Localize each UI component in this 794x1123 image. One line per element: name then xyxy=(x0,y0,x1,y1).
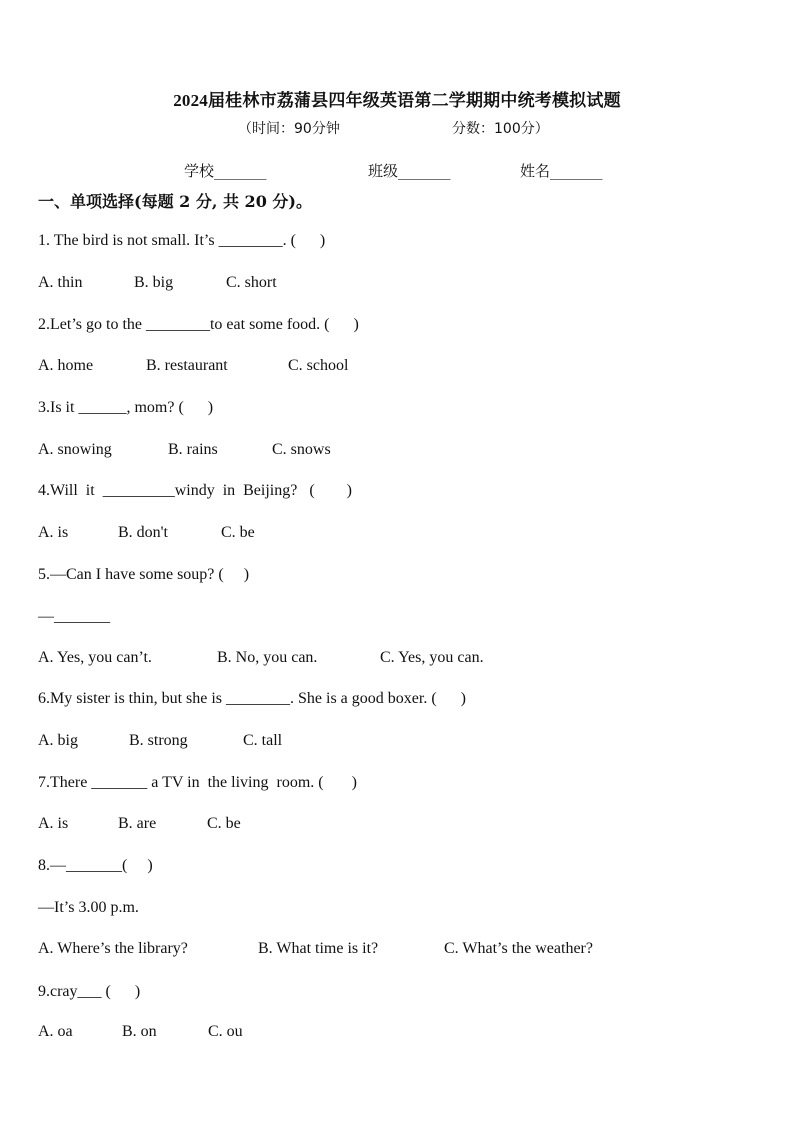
question-2: 2.Let’s go to the ________to eat some food. ( ) xyxy=(38,316,359,333)
school-field: 学校_______ xyxy=(184,162,267,180)
name-field: 姓名_______ xyxy=(520,162,603,180)
class-field: 班级_______ xyxy=(368,162,451,180)
q6-option-c: C. tall xyxy=(243,732,283,749)
question-3: 3.Is it ______, mom? ( ) xyxy=(38,399,214,416)
question-8: 8.—_______( ) xyxy=(38,857,153,874)
q5-option-b: B. No, you can. xyxy=(217,649,318,666)
question-5: 5.—Can I have some soup? ( ) xyxy=(38,566,250,583)
question-6: 6.My sister is thin, but she is ________. She is a good boxer. ( ) xyxy=(38,690,466,707)
page-title: 2024届桂林市荔蒲县四年级英语第二学期期中统考模拟试题 xyxy=(173,91,621,110)
question-4: 4.Will it _________windy in Beijing? ( ) xyxy=(38,482,352,499)
q1-option-a: A. thin xyxy=(38,274,83,291)
q5-answer-line: —_______ xyxy=(38,608,110,625)
total-score: 分数：100分） xyxy=(452,121,549,137)
q6-option-b: B. strong xyxy=(129,732,188,749)
q2-option-b: B. restaurant xyxy=(146,357,228,374)
q3-option-a: A. snowing xyxy=(38,441,112,458)
q1-option-b: B. big xyxy=(134,274,174,291)
q9-option-a: A. oa xyxy=(38,1023,73,1040)
q8-option-c: C. What’s the weather? xyxy=(444,940,593,957)
q7-option-a: A. is xyxy=(38,815,69,832)
question-1: 1. The bird is not small. It’s ________. ( ) xyxy=(38,232,326,249)
q2-option-c: C. school xyxy=(288,357,349,374)
question-9: 9.cray___ ( ) xyxy=(38,983,141,1000)
q8-option-b: B. What time is it? xyxy=(258,940,379,957)
question-7: 7.There _______ a TV in the living room. ( ) xyxy=(38,774,357,791)
q3-option-c: C. snows xyxy=(272,441,331,458)
time-limit: （时间：90分钟 xyxy=(238,121,340,137)
q5-option-a: A. Yes, you can’t. xyxy=(38,649,152,666)
q7-option-c: C. be xyxy=(207,815,241,832)
q8-answer-line: —It’s 3.00 p.m. xyxy=(38,899,139,916)
q7-option-b: B. are xyxy=(118,815,157,832)
q4-option-b: B. don't xyxy=(118,524,168,541)
q3-option-b: B. rains xyxy=(168,441,218,458)
section-heading: 一、单项选择(每题 2 分, 共 20 分)。 xyxy=(38,192,312,211)
q4-option-a: A. is xyxy=(38,524,69,541)
q9-option-c: C. ou xyxy=(208,1023,243,1040)
q8-option-a: A. Where’s the library? xyxy=(38,940,188,957)
q2-option-a: A. home xyxy=(38,357,94,374)
q6-option-a: A. big xyxy=(38,732,78,749)
q1-option-c: C. short xyxy=(226,274,277,291)
q4-option-c: C. be xyxy=(221,524,255,541)
q9-option-b: B. on xyxy=(122,1023,157,1040)
q5-option-c: C. Yes, you can. xyxy=(380,649,484,666)
